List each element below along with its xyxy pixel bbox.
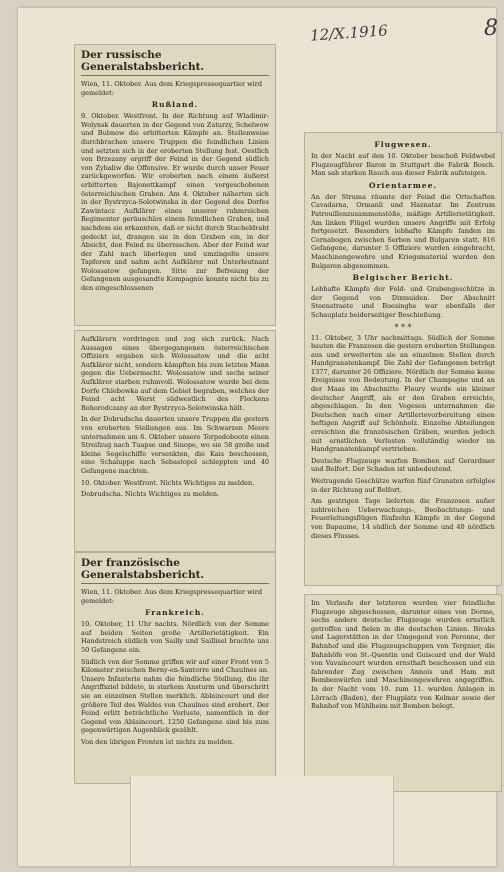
article-paragraph: 11. Oktober, 3 Uhr nachmittags. Südlich der Somme bauten die Franzosen die gestern eroberten Stellungen aus und erweiterten sie an einzelnen Stellen durch Handgranatenkampf. Die Zahl der Gefangenen beträgt 1377, darunter 26 Offiziere. Nördlich der Somme keine Ereignisse von Bedeutung. In der Champagne und an der Maas im Abschnitte Fleury wurde ein kleiner deutscher Angriff, als er den Graben erreichte, abgeschlagen. In den Vogesen unternahmen die Deutschen nach einer Artillerievorbereitung einen heftigen Angriff auf Schönholz. Einzelne Abteilungen erreichten die französischen Gräben, wurden jedoch mit ernstlichen Verlusten vollständig wieder im Handgranatenkampf vertrieben.: [311, 333, 495, 454]
article-paragraph: Südlich von der Somme griffen wir auf einer Front von 5 Kilometer zwischen Berny-en-Santerre und Chaulnes an. Unsere Infanterie nahm die feindliche Stellung, die ihr Angriffsziel bildete, in starkem Ansturm und überschritt sie an einzelnen Stellen merklich. Ablaincourt und der größere Teil des Waldes von Chaulnes sind erobert. Der Feind erlitt beträchtliche Verluste, namentlich in der Gegend von Ablaincourt. 1250 Gefangene sind bis zum gegenwärtigen Augenblick gezählt.: [81, 657, 269, 735]
paper-strip: [130, 776, 394, 866]
article-paragraph: Deutsche Flugzeuge warfen Bomben auf Gerardmer und Belfort. Der Schaden ist unbedeutend.: [311, 456, 495, 474]
clipping-russian-report: [74, 44, 276, 326]
article-title: Der französische Generalstabsbericht.: [81, 557, 269, 584]
scrapbook-page: [18, 8, 496, 866]
section-divider: * * *: [394, 322, 412, 332]
section-heading: Belgischer Bericht.: [352, 273, 454, 283]
section-heading: Frankreich.: [145, 608, 205, 618]
article-paragraph: Von den übrigen Fronten ist nichts zu melden.: [81, 737, 234, 746]
article-paragraph: Im Verlaufe der letzteren wurden vier feindliche Flugzeuge abgeschossen, darunter eines von Dorme, sechs andere deutsche Flugzeuge wurden ernstlich getroffen und fielen in die deutschen Linien. Bivaks und Lagerstätten in der Umgegend von Peronne, der Bahnhof und die Flugzeugschuppen von Tergnier, die Bahnhöfe von St.-Quentin und Guiscard und der Wald von Vavaincourt wurden ernsthaft beschossen und ein fahrender Zug zwischen Annois und Ham mit Bombenwürfen und Maschinengewehren angegriffen. In der Nacht vom 10. zum 11. wurden Anlagen in Lörrach (Baden), der Flugplatz von Kolmar sowie der Bahnhof von Mühlheim mit Bomben belegt.: [311, 599, 495, 711]
clipping-russian-report-continued: [74, 330, 276, 552]
article-paragraph: Dobrudscha. Nichts Wichtiges zu melden.: [81, 490, 220, 499]
handwritten-date: 12/X.1916: [309, 21, 389, 45]
article-paragraph: An der Struma räumte der Feind die Ortschaften Cavadarna, Ormanli und Haznatar. Im Zentrum Patrouillenzusammenstöße, mäßige Artillerietätigkeit. Am linken Flügel wurden unsere Angriffe mit Erfolg fortgesetzt. Besonders lebhafte Kämpfe fanden im Cernabogen zwischen Serben und Bulgaren statt. 816 Gefangene, darunter 5 Offiziere wurden eingebracht, Maschinengewehre und Kriegsmaterial wurden den Bulgaren abgenommen.: [311, 192, 495, 270]
article-dateline: Wien, 11. Oktober. Aus dem Kriegspressequartier wird gemeldet:: [81, 588, 263, 605]
article-paragraph: 10. Oktober, 11 Uhr nachts. Nördlich von der Somme auf beiden Seiten große Artillerietätigkeit. Ein Handstreich südlich von Sailly und Saillisel brachte uns 50 Gefangene ein.: [81, 620, 269, 654]
article-paragraph: Am gestrigen Tage lieferten die Franzosen außer zahlreichen Ueberwachungs-, Beobachtungs- und Feuerleitungsflügen fünfzehn Kämpfe in der Gegend von Bapaume, 14 südlich der Somme und 40 nördlich dieses Flusses.: [311, 497, 495, 540]
article-paragraph: Aufklärern vordringen und zog sich zurück. Nach Aussagen eines übergegangenen österreichischen Offiziers ergaben sich Wolossatow und die acht Aufklärer nicht, sondern kämpften bis zum letzten Mann gegen die Uebermacht. Wolossatow und sechs seiner Aufklärer starben ruhmvoll. Wolossatow wurde bei dem Dorfe Chlebowka auf dem Gebiet begraben, welches der Feind acht Werst südwestlich des Fleckens Bohorodczany an der Bystrzyca-Solotwinska hält.: [81, 335, 269, 412]
handwritten-page-number: 8: [484, 16, 498, 41]
article-paragraph: Weitragende Geschütze warfen fünf Granaten erfolglos in der Richtung auf Belfort.: [311, 477, 495, 494]
article-paragraph: 10. Oktober. Westfront. Nichts Wichtiges zu melden.: [81, 478, 255, 487]
clipping-right-column: [304, 132, 502, 586]
section-heading: Rußland.: [151, 100, 199, 110]
section-heading: Orientarmee.: [369, 180, 437, 190]
section-heading: Flugwesen.: [374, 140, 432, 149]
article-paragraph: In der Nacht auf den 10. Oktober beschoß Feldwebel Flugzeugführer Baron in Stuttgart die Fabrik Bosch. Man sah starken Rauch aus dieser Fabrik aufsteigen.: [311, 152, 495, 178]
article-title: Der russische Generalstabsbericht.: [81, 49, 269, 76]
clipping-french-report: [74, 552, 276, 784]
clipping-air-report: [304, 594, 502, 792]
article-paragraph: In der Dobrudscha dauerten unsere Truppen die gestern von eroberten Stellungen aus. Im Schwarzen Meere unternahmen am 6. Oktober unsere Torpedoboote einen Streifzug nach Tuapse und Sinope, wo sie 58 große und kleine Segelschiffe versenkten, die Kais beschossen, eine Schaluppe nach Sebastopol schleppten und 40 Gefangene machten.: [81, 415, 269, 475]
article-dateline: Wien, 11. Oktober. Aus dem Kriegspressequartier wird gemeldet:: [81, 80, 263, 97]
article-paragraph: Lebhafte Kämpfe der Feld- und Grabengeschütze in der Gegend von Dixmuiden. Der Abschnitt Steenstraete und Boesinghe war ebenfalls der Schauplatz beiderseitiger Beschießung.: [311, 285, 495, 319]
article-paragraph: 9. Oktober. Westfront. In der Richtung auf Wladimir-Wolynsk dauerten in der Gegend von Zaturzy, Schelwow und Bubnow die erbitterten Kämpfe an. Stellenweise durchbrachen unsere Truppen die feindlichen Linien und setzten sich in der eroberten Stellung fest. Oestlich von Brzezany ergriff der Feind in der Gegend südlich von Zybaliw die Offensive. Er wurde durch unser Feuer zurückgeworfen. Wir eroberten nach einem äußerst erbitterten Bajonettkampf einen vorgeschobenen österreichischen Graben. Am 4. Oktober näherten sich in der Bystrzyca-Solotwinska in der Gegend des Dorfes Zawintacz Aufklärer eines unserer ruhmreichen Regimenter geräuschlos einem feindlichen Graben, und nachdem sie erkannten, daß er nicht durch Stacheldraht gedeckt ist, drangen sie in den Graben ein, in der Absicht, den Feind zu überraschen. Aber der Feind war der Zahl nach überlegen und umzingelte unsere Tapferen und nahm acht Aufklärer mit Unterleutnant Wolossatow gefangen. Sitte zur Befreiung der Gefangenen ausgesandte Kompagnie konnte nicht bis zu den eingeschlossenen: [81, 112, 269, 293]
